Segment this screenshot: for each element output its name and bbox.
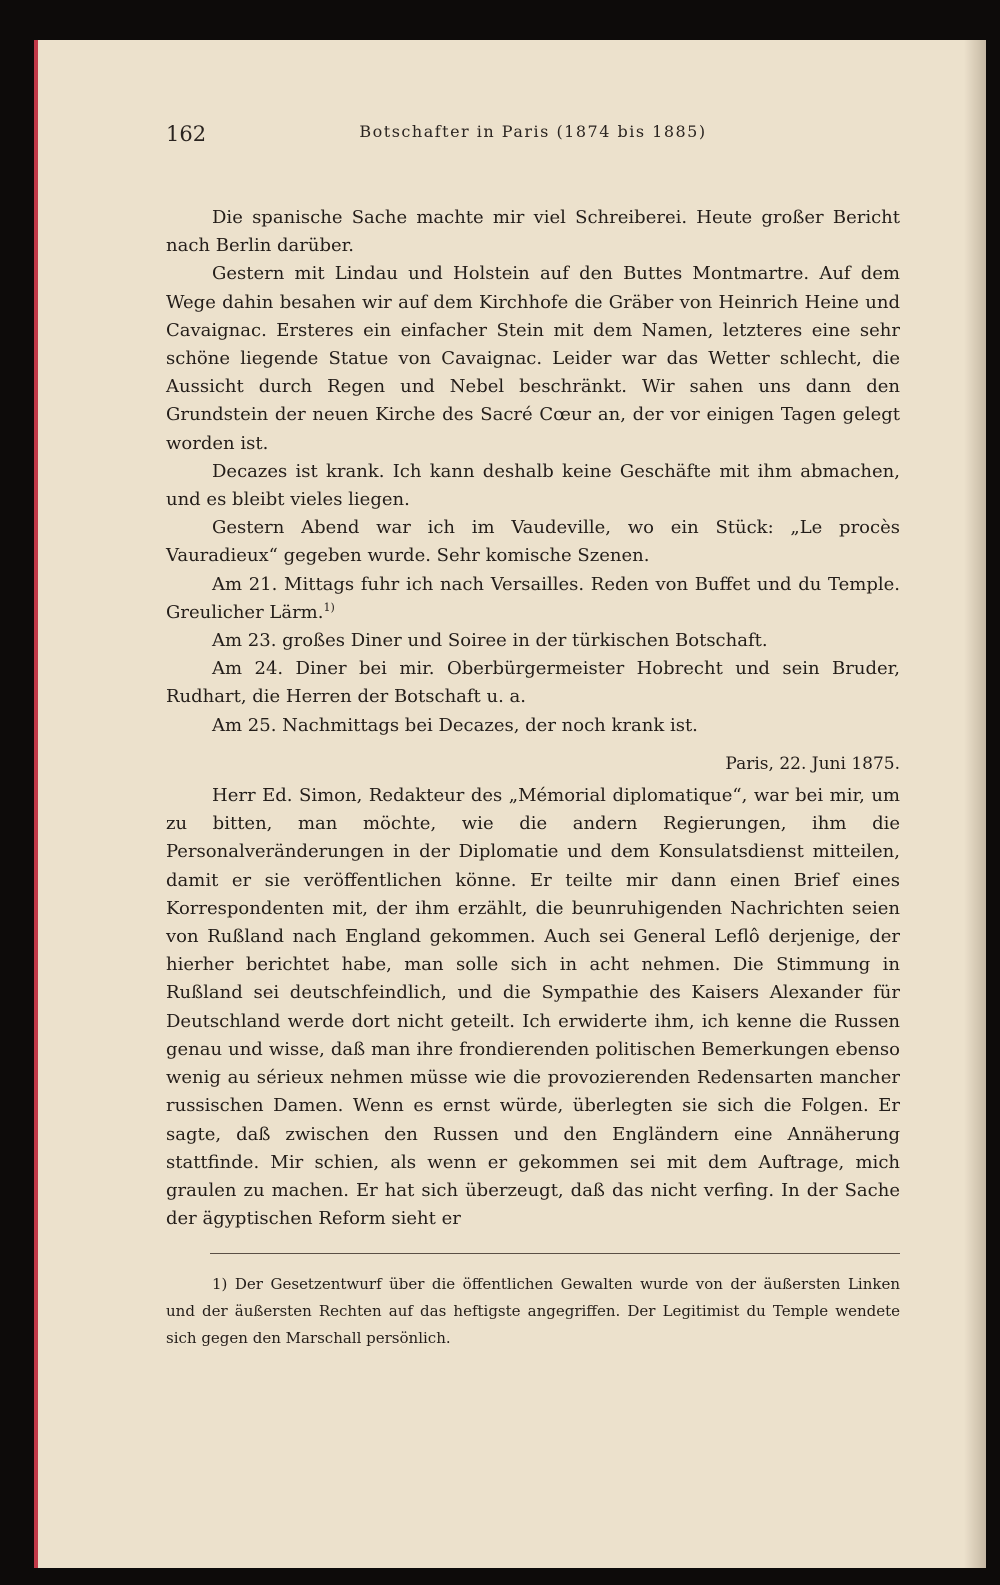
main-text <box>166 204 900 1233</box>
running-title: Botschafter in Paris (1874 bis 1885) <box>359 122 707 141</box>
page-edge-shadow <box>964 40 986 1568</box>
paragraph: Decazes ist krank. Ich kann deshalb keine Geschäfte mit ihm abmachen, und es bleibt vieles liegen. <box>166 460 900 511</box>
paragraph: Am 23. großes Diner und Soiree in der türkischen Botschaft. <box>212 630 768 652</box>
footnote-mark: 1) <box>212 1275 228 1293</box>
paragraph: Gestern Abend war ich im Vaudeville, wo ein Stück: „Le procès Vauradieux“ gegeben wurde. Sehr komische Szenen. <box>166 517 900 567</box>
footnote-text: Der Gesetzentwurf über die öffentlichen Gewalten wurde von der äußersten Linken und der äußersten Rechten auf das heftigste angegriffen. Der Legitimist du Temple wendete sich gegen den Marschall persönlich. <box>166 1275 900 1347</box>
footnote <box>166 1271 900 1352</box>
paragraph: Am 24. Diner bei mir. Oberbürgermeister Hobrecht und sein Bruder, Rudhart, die Herren der Botschaft u. a. <box>166 658 900 708</box>
footnote-divider <box>210 1253 900 1254</box>
paragraph <box>166 571 900 627</box>
paragraph: Die spanische Sache machte mir viel Schreiberei. Heute großer Bericht nach Berlin darüber. <box>166 207 900 257</box>
paragraph: Herr Ed. Simon, Redakteur des „Mémorial diplomatique“, war bei mir, um zu bitten, man möchte, wie die andern Regierungen, ihm die Personalveränderungen in der Diplomatie und dem Konsulatsdienst mitteilen, damit er sie veröffentlichen könne. Er teilte mir dann einen Brief eines Korrespondenten mit, der ihm erzählt, die beunruhigenden Nachrichten seien von Rußland nach England gekommen. Auch sei General Leflô derjenige, der hierher berichtet habe, man solle sich in acht nehmen. Die Stimmung in Rußland sei deutschfeindlich, und die Sympathie des Kaisers Alexander für Deutschland werde dort nicht geteilt. Ich erwiderte ihm, ich kenne die Russen genau und wisse, daß man ihre frondierenden politischen Bemerkungen ebenso wenig au sérieux nehmen müsse wie die provozierenden Redensarten mancher russischen Damen. Wenn es ernst würde, überlegten sie sich die Folgen. Er sagte, daß zwischen den Russen und den Engländern eine Annäherung stattfinde. Mir schien, als wenn er gekommen sei mit dem Auftrage, mich graulen zu machen. Er hat sich überzeugt, daß das nicht verfing. In der Sache der ägyptischen Reform sieht er <box>166 785 900 1230</box>
page-number: 162 <box>166 122 207 146</box>
paragraph: Gestern mit Lindau und Holstein auf den Buttes Montmartre. Auf dem Wege dahin besahen wir auf dem Kirchhofe die Gräber von Heinrich Heine und Cavaignac. Ersteres ein einfacher Stein mit dem Namen, letzteres eine sehr schöne liegende Statue von Cavaignac. Leider war das Wetter schlecht, die Aussicht durch Regen und Nebel beschränkt. Wir sahen uns dann den Grundstein der neuen Kirche des Sacré Cœur an, der vor einigen Tagen gelegt worden ist. <box>166 263 900 454</box>
dateline: Paris, 22. Juni 1875. <box>725 753 900 774</box>
page-header <box>166 122 900 148</box>
footnote-paragraph <box>166 1271 900 1352</box>
paragraph: Am 25. Nachmittags bei Decazes, der noch krank ist. <box>212 714 698 736</box>
footnote-reference: 1) <box>323 600 335 614</box>
paragraph-text: Am 21. Mittags fuhr ich nach Versailles. Reden von Buffet und du Temple. Greulicher Lärm. <box>166 573 900 623</box>
